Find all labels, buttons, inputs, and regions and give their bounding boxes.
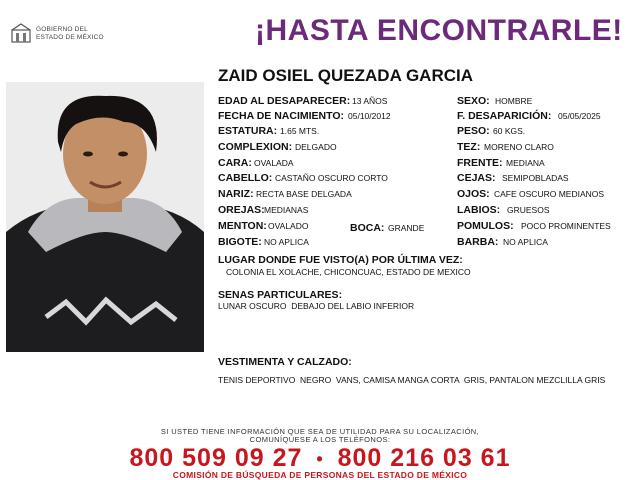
field-value-tez: MORENO CLARO xyxy=(484,142,554,152)
field-label-sexo: SEXO: xyxy=(457,95,490,107)
person-name: ZAID OSIEL QUEZADA GARCIA xyxy=(218,66,474,85)
coat-of-arms-icon xyxy=(10,22,32,44)
field-value-labios: GRUESOS xyxy=(507,205,550,215)
field-value-f-desaparicion: 05/05/2025 xyxy=(558,111,601,121)
field-label-boca: BOCA: xyxy=(350,222,385,234)
field-label-pomulos: POMULOS: xyxy=(457,220,514,232)
marks-value: LUNAR OSCURO DEBAJO DEL LABIO INFERIOR xyxy=(218,301,415,311)
field-label-f-desaparicion: F. DESAPARICIÓN: xyxy=(457,110,552,122)
logo-line-1: GOBIERNO DEL xyxy=(36,26,88,33)
field-label-cara: CARA: xyxy=(218,157,252,169)
field-value-edad: 13 AÑOS xyxy=(352,96,388,106)
phone-number-1[interactable]: 800 509 09 27 xyxy=(129,444,303,472)
field-value-fecha-nacimiento: 05/10/2012 xyxy=(348,111,391,121)
field-label-edad: EDAD AL DESAPARECER: xyxy=(218,95,351,107)
phone-separator: • xyxy=(316,448,324,469)
clothing-label: VESTIMENTA Y CALZADO: xyxy=(218,356,352,368)
field-value-peso: 60 KGS. xyxy=(493,126,526,136)
field-label-cabello: CABELLO: xyxy=(218,172,273,184)
field-label-estatura: ESTATURA: xyxy=(218,125,278,137)
clothing-value: TENIS DEPORTIVO NEGRO VANS, CAMISA MANGA CORTA GRIS, PANTALON MEZCLILLA GRIS xyxy=(218,375,606,385)
field-label-fecha-nacimiento: FECHA DE NACIMIENTO: xyxy=(218,110,344,122)
field-value-menton: OVALADO xyxy=(268,221,309,231)
person-photo xyxy=(6,82,204,352)
field-value-complexion: DELGADO xyxy=(295,142,337,152)
logo-line-2: ESTADO DE MÉXICO xyxy=(36,34,104,41)
phone-number-2[interactable]: 800 216 03 61 xyxy=(337,444,511,472)
portrait-illustration xyxy=(6,82,204,352)
field-value-barba: NO APLICA xyxy=(503,237,548,247)
field-label-complexion: COMPLEXION: xyxy=(218,141,293,153)
field-value-bigote: NO APLICA xyxy=(264,237,309,247)
field-label-labios: LABIOS: xyxy=(457,204,501,216)
marks-label: SENAS PARTICULARES: xyxy=(218,289,343,301)
field-label-orejas: OREJAS: xyxy=(218,204,265,216)
field-value-ojos: CAFE OSCURO MEDIANOS xyxy=(494,189,605,199)
logo-text xyxy=(36,26,104,42)
field-value-boca: GRANDE xyxy=(388,223,425,233)
field-label-barba: BARBA: xyxy=(457,236,499,248)
field-value-pomulos: POCO PROMINENTES xyxy=(521,221,611,231)
field-label-frente: FRENTE: xyxy=(457,157,503,169)
field-value-cabello: CASTAÑO OSCURO CORTO xyxy=(275,173,388,183)
field-value-orejas: MEDIANAS xyxy=(264,205,309,215)
field-label-nariz: NARIZ: xyxy=(218,188,254,200)
headline: ¡HASTA ENCONTRARLE! xyxy=(255,14,623,47)
phone-numbers xyxy=(0,444,640,473)
info-line-1: SI USTED TIENE INFORMACIÓN QUE SEA DE UTILIDAD PARA SU LOCALIZACIÓN, xyxy=(160,427,480,436)
field-value-cara: OVALADA xyxy=(254,158,294,168)
field-value-nariz: RECTA BASE DELGADA xyxy=(256,189,352,199)
last-seen-label: LUGAR DONDE FUE VISTO(A) POR ÚLTIMA VEZ: xyxy=(218,254,463,266)
last-seen-value: COLONIA EL XOLACHE, CHICONCUAC, ESTADO DE MEXICO xyxy=(226,267,471,277)
field-label-cejas: CEJAS: xyxy=(457,172,496,184)
field-label-bigote: BIGOTE: xyxy=(218,236,262,248)
government-logo xyxy=(10,22,120,46)
field-label-menton: MENTON: xyxy=(218,220,267,232)
field-label-peso: PESO: xyxy=(457,125,490,137)
field-label-ojos: OJOS: xyxy=(457,188,490,200)
field-value-estatura: 1.65 MTS. xyxy=(280,126,320,136)
info-line-2: COMUNÍQUESE A LOS TELÉFONOS: xyxy=(249,435,391,444)
commission-name: COMISIÓN DE BÚSQUEDA DE PERSONAS DEL ESTADO DE MÉXICO xyxy=(172,470,468,480)
field-value-frente: MEDIANA xyxy=(506,158,545,168)
field-label-tez: TEZ: xyxy=(457,141,481,153)
field-value-cejas: SEMIPOBLADAS xyxy=(502,173,569,183)
field-value-sexo: HOMBRE xyxy=(495,96,533,106)
